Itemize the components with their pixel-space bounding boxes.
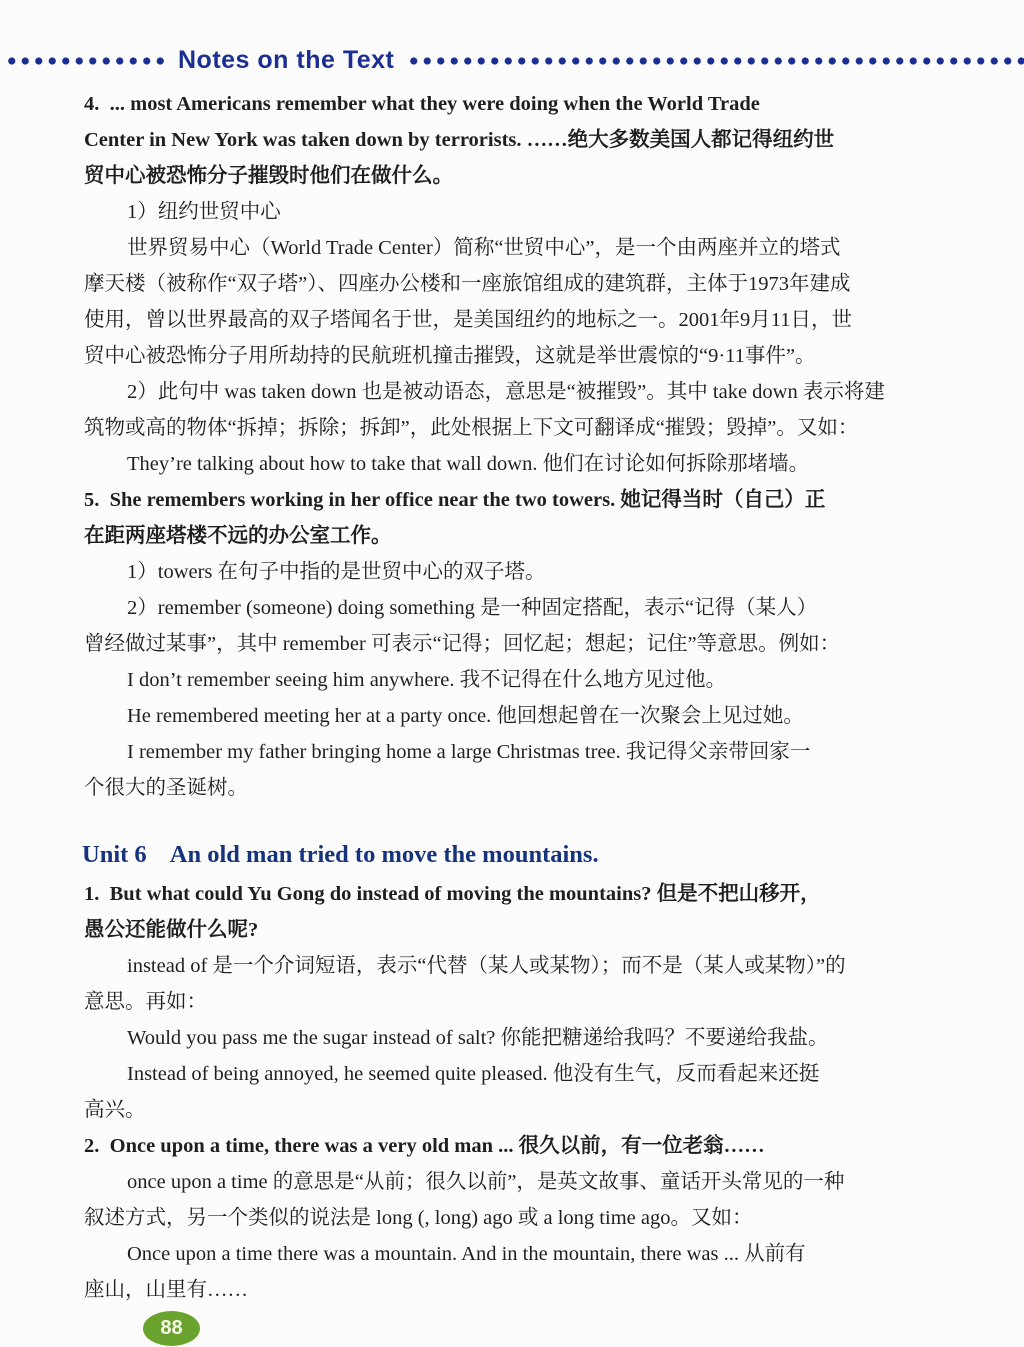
note-once-upon-a-time-line-1: once upon a time 的意思是“从前；很久以前”，是英文故事、童话开头常见的一种 — [127, 1171, 845, 1193]
unit-6-heading: Unit 6 An old man tried to move the mountains. — [82, 841, 599, 868]
page-number: 88 — [160, 1317, 183, 1339]
section-header — [0, 46, 1024, 75]
note-4-sub-2-line-2: 筑物或高的物体“拆掉；拆除；拆卸”，此处根据上下文可翻译成“摧毁；毁掉”。又如： — [84, 417, 859, 439]
example-remembered-meeting: He remembered meeting her at a party once. 他回想起曾在一次聚会上见过她。 — [127, 705, 804, 727]
section-title: Notes on the Text — [178, 46, 395, 74]
note-4-sub-2-line-1: 2）此句中 was taken down 也是被动语态，意思是“被摧毁”。其中 take down 表示将建 — [127, 381, 885, 403]
notes-content — [0, 86, 1024, 1308]
note-4-sub-1-para-line-1: 世界贸易中心（World Trade Center）简称“世贸中心”，是一个由两座并立的塔式 — [127, 237, 841, 259]
unit6-note-1-heading-line-2: 愚公还能做什么呢? — [84, 919, 259, 941]
note-4-heading-line-3: 贸中心被恐怖分子摧毁时他们在做什么。 — [84, 165, 453, 187]
note-4-sub-1-title: 1）纽约世贸中心 — [127, 201, 281, 223]
example-instead-annoyed-line-1: Instead of being annoyed, he seemed quite pleased. 他没有生气，反而看起来还挺 — [127, 1063, 820, 1085]
example-once-upon-a-time-line-1: Once upon a time there was a mountain. And in the mountain, there was ... 从前有 — [127, 1243, 806, 1265]
note-instead-of-line-1: instead of 是一个介词短语，表示“代替（某人或某物）；而不是（某人或某物）”的 — [127, 955, 846, 977]
example-instead-annoyed-line-2: 高兴。 — [84, 1099, 146, 1121]
unit6-note-2-heading: 2. Once upon a time, there was a very old man ... 很久以前，有一位老翁…… — [84, 1135, 765, 1157]
note-5-sub-1: 1）towers 在句子中指的是世贸中心的双子塔。 — [127, 561, 546, 583]
example-remember-father-line-2: 个很大的圣诞树。 — [84, 777, 248, 799]
note-5-heading-line-1: 5. She remembers working in her office near the two towers. 她记得当时（自己）正 — [84, 489, 826, 511]
note-4-heading-line-2: Center in New York was taken down by terrorists. ……绝大多数美国人都记得纽约世 — [84, 129, 835, 151]
unit6-note-1-heading-line-1: 1. But what could Yu Gong do instead of moving the mountains? 但是不把山移开， — [84, 883, 821, 905]
note-4-heading-line-1: 4. ... most Americans remember what they were doing when the World Trade — [84, 93, 760, 115]
note-5-heading-line-2: 在距两座塔楼不远的办公室工作。 — [84, 525, 392, 547]
example-once-upon-a-time-line-2: 座山，山里有…… — [84, 1279, 248, 1301]
dotted-rule-left-icon — [5, 56, 165, 66]
example-dont-remember-seeing: I don’t remember seeing him anywhere. 我不记得在什么地方见过他。 — [127, 669, 727, 691]
example-remember-father-line-1: I remember my father bringing home a large Christmas tree. 我记得父亲带回家一 — [127, 741, 811, 763]
note-5-sub-2-line-2: 曾经做过某事”，其中 remember 可表示“记得；回忆起；想起；记住”等意思。例如： — [84, 633, 841, 655]
page-number-badge — [143, 1311, 200, 1346]
note-once-upon-a-time-line-2: 叙述方式，另一个类似的说法是 long (, long) ago 或 a long time ago。又如： — [84, 1207, 753, 1229]
note-4-sub-1-para-line-3: 使用，曾以世界最高的双子塔闻名于世，是美国纽约的地标之一。2001年9月11日，世 — [84, 309, 852, 331]
note-5-sub-2-line-1: 2）remember (someone) doing something 是一种固定搭配，表示“记得（某人） — [127, 597, 818, 619]
note-4-sub-1-para-line-2: 摩天楼（被称作“双子塔”）、四座办公楼和一座旅馆组成的建筑群，主体于1973年建成 — [84, 273, 851, 295]
dotted-rule-right-icon — [407, 56, 1024, 66]
example-take-wall-down: They’re talking about how to take that wall down. 他们在讨论如何拆除那堵墙。 — [127, 453, 810, 475]
note-4-sub-1-para-line-4: 贸中心被恐怖分子用所劫持的民航班机撞击摧毁，这就是举世震惊的“9·11事件”。 — [84, 345, 816, 367]
note-instead-of-line-2: 意思。再如： — [84, 991, 207, 1013]
example-sugar-instead-of-salt: Would you pass me the sugar instead of salt? 你能把糖递给我吗？不要递给我盐。 — [127, 1027, 829, 1049]
